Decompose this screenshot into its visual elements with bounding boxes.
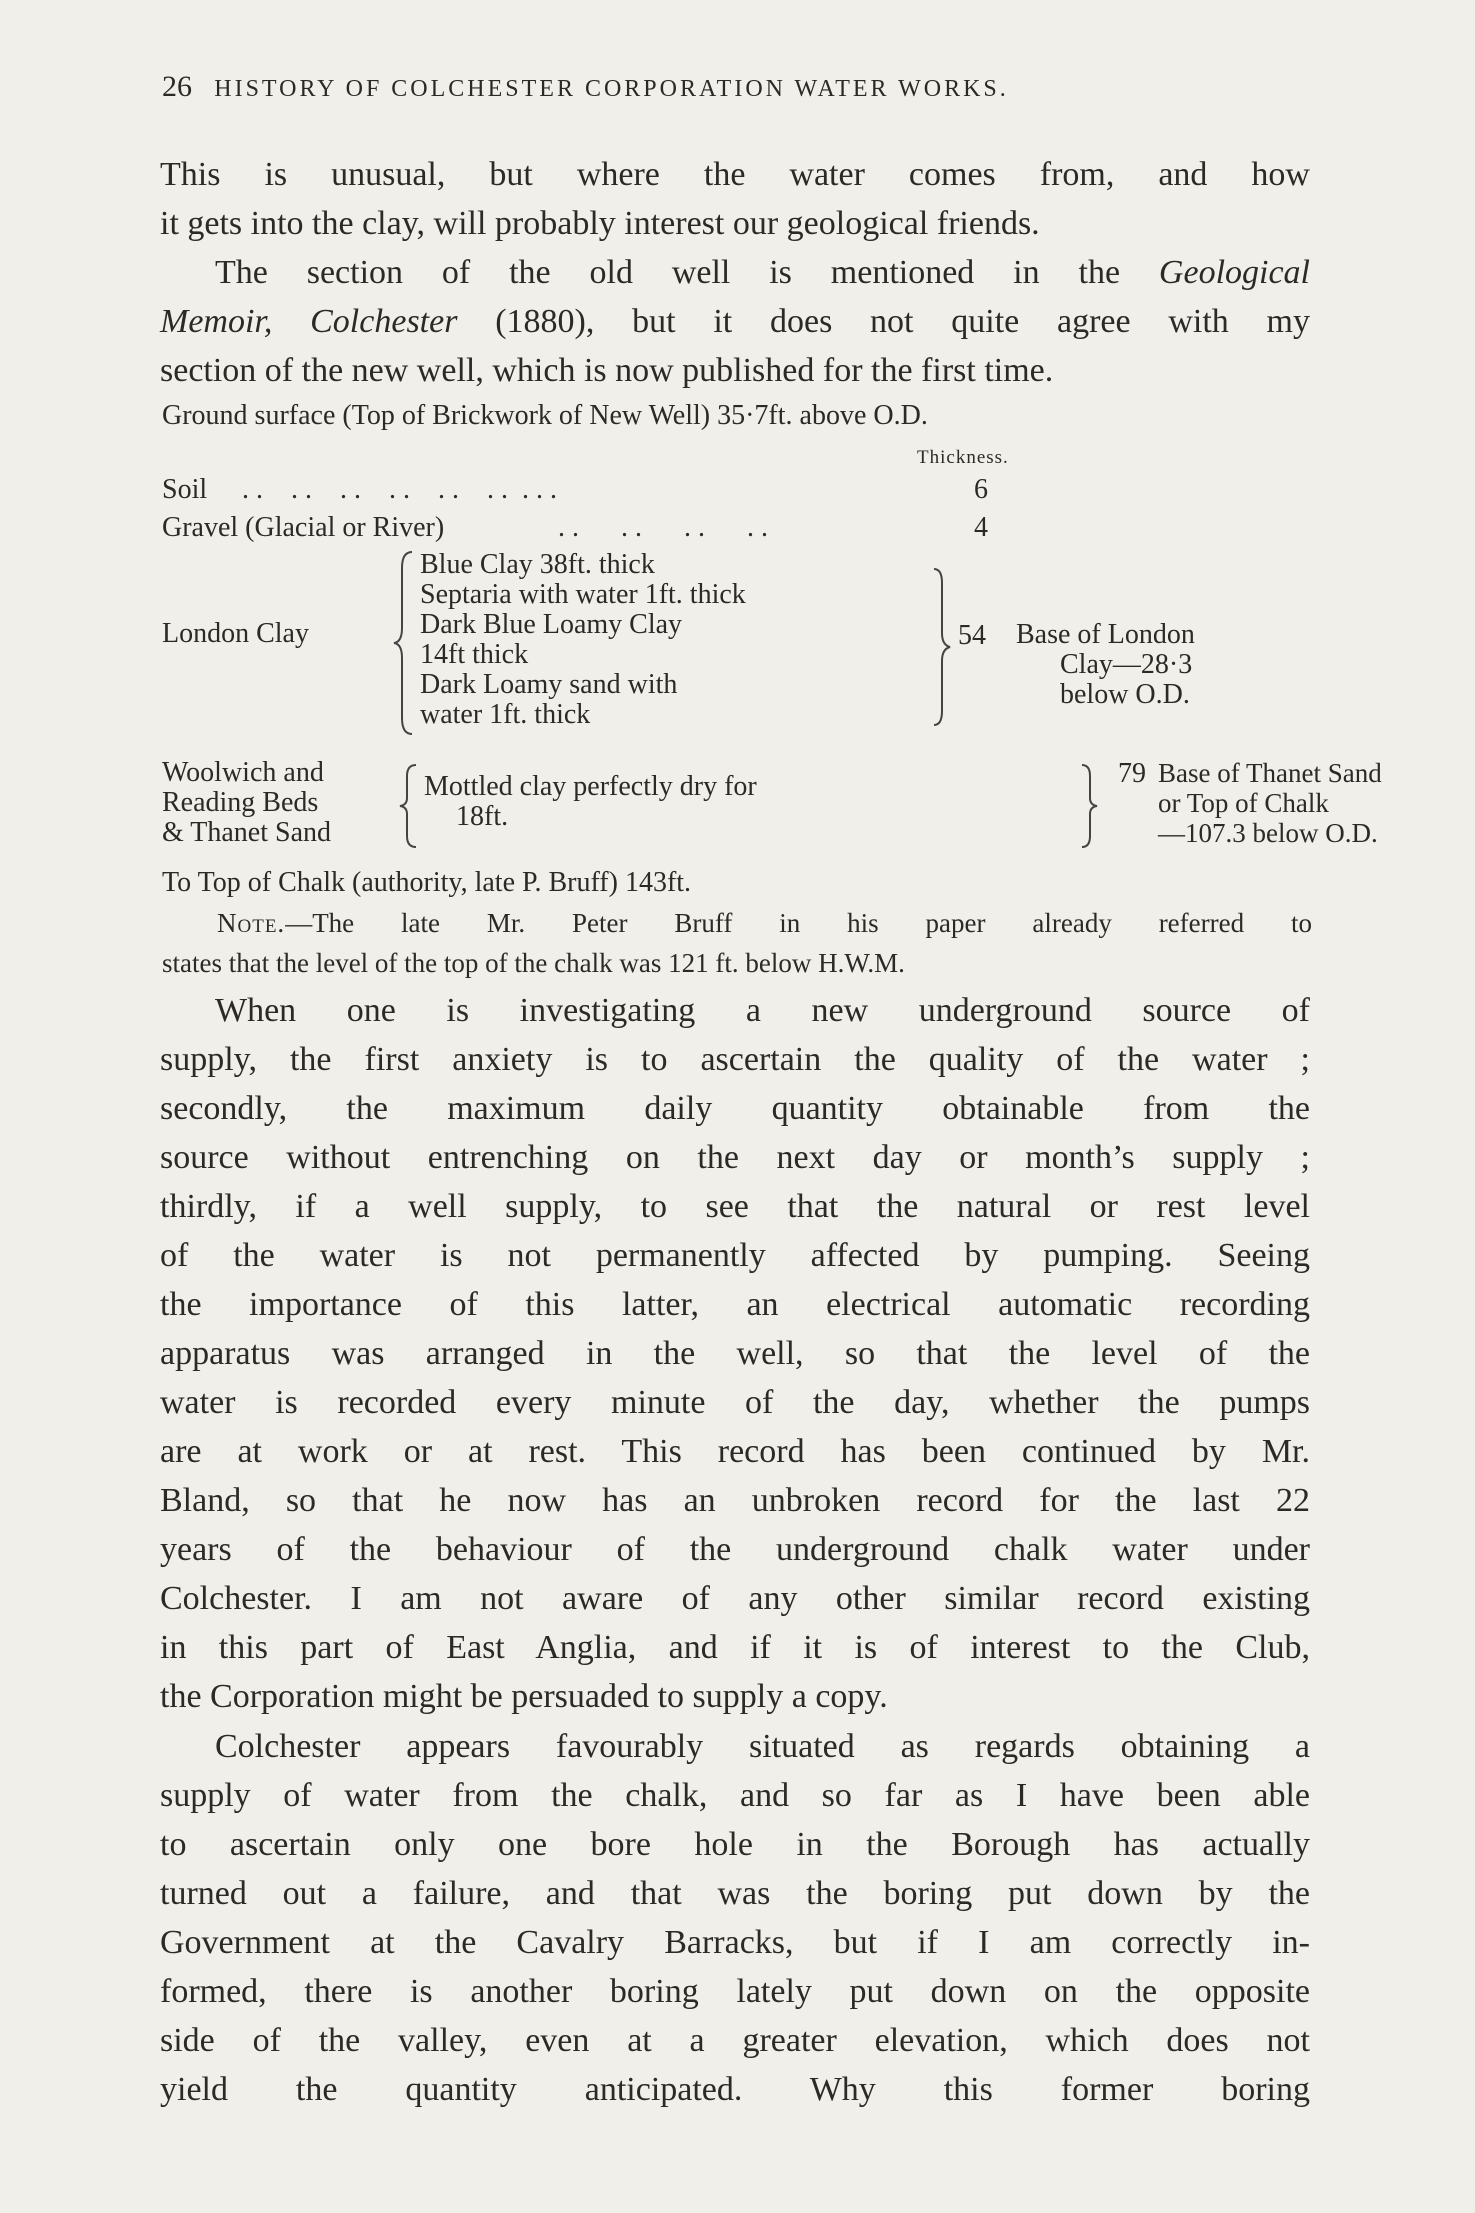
text-line: Clay—28·3 — [1060, 649, 1193, 680]
italic-title: Memoir, Colchester — [160, 303, 458, 340]
text-line: supply of water from the chalk, and so far as I have been able — [160, 1777, 1310, 1814]
london-clay-note — [1016, 620, 1195, 710]
text-line: years of the behaviour of the underground chalk water under — [160, 1531, 1310, 1568]
text-line: turned out a failure, and that was the boring put down by the — [160, 1875, 1310, 1912]
woolwich-note — [1158, 758, 1382, 848]
text-line: source without entrenching on the next day or month’s supply ; — [160, 1139, 1310, 1176]
left-brace — [392, 548, 420, 738]
italic-title: Geological — [1158, 254, 1310, 291]
gravel-leader-dots: . . . . . . . . — [558, 512, 768, 543]
woolwich-label — [162, 758, 331, 848]
text-line: states that the level of the top of the chalk was 121 ft. below H.W.M. — [162, 948, 905, 978]
text-line: or Top of Chalk — [1158, 788, 1329, 818]
text-line — [162, 903, 1312, 943]
text-line: Colchester. I am not aware of any other similar record existing — [160, 1580, 1310, 1617]
text-line: Bland, so that he now has an unbroken record for the last 22 — [160, 1482, 1310, 1519]
text-line: secondly, the maximum daily quantity obtainable from the — [160, 1090, 1310, 1127]
text-line: the importance of this latter, an electrical automatic recording — [160, 1286, 1310, 1323]
text-line: —107.3 below O.D. — [1158, 818, 1378, 848]
text-line: 18ft. — [456, 801, 509, 832]
soil-leader-dots: . . . . . . . . . . . . . . . — [242, 474, 557, 505]
soil-thickness: 6 — [974, 474, 988, 505]
text-line: formed, there is another boring lately put down on the opposite — [160, 1973, 1310, 2010]
right-brace — [1078, 762, 1102, 850]
text-line: Mottled clay perfectly dry for — [424, 771, 757, 802]
text-line: Dark Blue Loamy Clay — [420, 609, 683, 640]
text-line: in this part of East Anglia, and if it is of interest to the Club, — [160, 1629, 1310, 1666]
text-line: 14ft thick — [420, 639, 529, 670]
text-line: Government at the Cavalry Barracks, but if I am correctly in- — [160, 1924, 1310, 1961]
text-line: Septaria with water 1ft. thick — [420, 579, 746, 610]
thickness-header: Thickness. — [917, 447, 1009, 468]
paragraph-2 — [160, 248, 1310, 395]
running-title: HISTORY OF COLCHESTER CORPORATION WATER WORKS. — [214, 76, 1009, 102]
woolwich-thickness: 79 — [1118, 758, 1146, 789]
text-line: Woolwich and — [162, 757, 324, 788]
paragraph-3 — [160, 986, 1310, 1721]
london-clay-description — [420, 550, 746, 730]
note-label: Note. — [217, 908, 286, 938]
text-line: water is recorded every minute of the day, whether the pumps — [160, 1384, 1310, 1421]
text-line: to ascertain only one bore hole in the Borough has actually — [160, 1826, 1310, 1863]
text-line: Dark Loamy sand with — [420, 669, 678, 700]
page-number: 26 — [162, 70, 192, 103]
footnote — [162, 903, 1312, 983]
ground-surface-line: Ground surface (Top of Brickwork of New Well) 35·7ft. above O.D. — [162, 400, 928, 431]
text-line: section of the new well, which is now published for the first time. — [160, 352, 1054, 389]
text-line — [160, 248, 1310, 297]
text-line: it gets into the clay, will probably interest our geological friends. — [160, 205, 1040, 242]
text-line: of the water is not permanently affected by pumping. Seeing — [160, 1237, 1310, 1274]
text-line: supply, the first anxiety is to ascertain the quality of the water ; — [160, 1041, 1310, 1078]
text-line: Reading Beds — [162, 787, 319, 818]
paragraph-4 — [160, 1722, 1310, 2114]
gravel-thickness: 4 — [974, 512, 988, 543]
text-line: Base of London — [1016, 619, 1195, 650]
text-line: below O.D. — [1060, 679, 1190, 710]
text-line — [160, 297, 1310, 346]
london-clay-label: London Clay — [162, 618, 309, 649]
london-clay-thickness: 54 — [958, 620, 986, 651]
text-line: When one is investigating a new underground source of — [215, 992, 1310, 1029]
text-fragment: The section of the old well is mentioned in the — [215, 254, 1121, 291]
text-line: thirdly, if a well supply, to see that the natural or rest level — [160, 1188, 1310, 1225]
text-line: side of the valley, even at a greater elevation, which does not — [160, 2022, 1310, 2059]
right-brace — [930, 565, 956, 730]
text-line: Colchester appears favourably situated as regards obtaining a — [215, 1728, 1310, 1765]
text-fragment: —The late Mr. Peter Bruff in his paper already referred to — [285, 908, 1312, 938]
text-line: This is unusual, but where the water comes from, and how — [160, 156, 1310, 193]
text-line: water 1ft. thick — [420, 699, 591, 730]
well-section-table — [162, 400, 1382, 898]
text-line: apparatus was arranged in the well, so that the level of the — [160, 1335, 1310, 1372]
text-line: yield the quantity anticipated. Why this former boring — [160, 2071, 1310, 2108]
paragraph-1 — [160, 150, 1310, 248]
running-head — [162, 70, 1312, 104]
text-line: the Corporation might be persuaded to supply a copy. — [160, 1678, 888, 1715]
text-line: Blue Clay 38ft. thick — [420, 549, 655, 580]
text-line: & Thanet Sand — [162, 817, 332, 848]
text-line: are at work or at rest. This record has been continued by Mr. — [160, 1433, 1310, 1470]
woolwich-description — [424, 772, 757, 832]
gravel-label: Gravel (Glacial or River) — [162, 512, 445, 543]
text-fragment: (1880), but it does not quite agree with my — [495, 303, 1311, 340]
top-of-chalk-line: To Top of Chalk (authority, late P. Bruff) 143ft. — [162, 867, 692, 898]
left-brace — [398, 762, 422, 850]
soil-label: Soil — [162, 474, 208, 505]
text-line: Base of Thanet Sand — [1158, 758, 1382, 788]
